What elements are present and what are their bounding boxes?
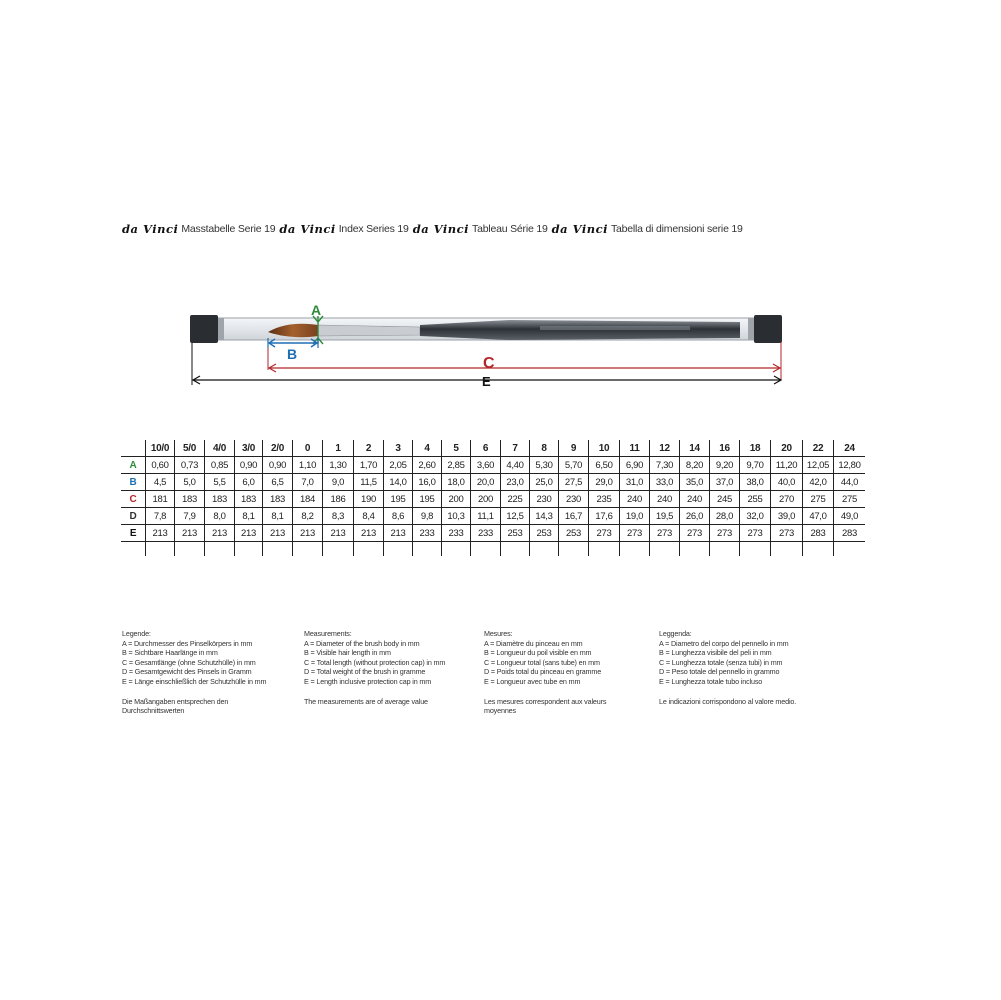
table-cell: 9,0 <box>323 474 354 491</box>
table-cell: 273 <box>710 525 740 542</box>
table-cell: 1,70 <box>354 457 384 474</box>
table-cell: 1,30 <box>323 457 354 474</box>
table-empty-row <box>121 542 865 557</box>
dimension-a-label: A <box>311 302 322 318</box>
table-cell: 42,0 <box>803 474 834 491</box>
legend-line: E = Länge einschließlich der Schutzhülle in mm <box>122 676 267 686</box>
table-cell: 40,0 <box>771 474 803 491</box>
table-cell: 273 <box>589 525 620 542</box>
table-cell: 9,8 <box>413 508 442 525</box>
table-row <box>121 508 865 525</box>
table-cell: 12,05 <box>803 457 834 474</box>
table-cell: 8,20 <box>680 457 710 474</box>
legend-line: C = Longueur total (sans tube) en mm <box>484 657 600 667</box>
legend-line: B = Sichtbare Haarlänge in mm <box>122 648 218 658</box>
empty-cell <box>680 542 710 557</box>
size-header-cell: 1 <box>323 440 354 457</box>
table-cell: 17,6 <box>589 508 620 525</box>
brand-logo: da Vinci <box>279 222 336 236</box>
dimension-e-label: E <box>482 374 491 389</box>
empty-cell <box>471 542 501 557</box>
size-header-cell: 4 <box>413 440 442 457</box>
table-cell: 47,0 <box>803 508 834 525</box>
brand-logo: da Vinci <box>412 222 470 236</box>
dimension-e-arrow-left <box>193 376 200 384</box>
brush-hair <box>268 324 318 338</box>
size-header-cell: 10 <box>589 440 620 457</box>
size-header-cell: 18 <box>740 440 771 457</box>
table-cell: 270 <box>771 491 803 508</box>
legend-line: D = Gesamtgewicht des Pinsels in Gramm <box>122 667 252 677</box>
table-cell: 0,60 <box>146 457 175 474</box>
legend-line: C = Gesamtlänge (ohne Schutzhülle) in mm <box>122 657 256 667</box>
legend-line: E = Length inclusive protection cap in mm <box>304 676 432 686</box>
table-cell: 253 <box>501 525 530 542</box>
tube-ring-left <box>218 318 224 340</box>
empty-cell <box>620 542 650 557</box>
table-cell: 273 <box>620 525 650 542</box>
table-cell: 35,0 <box>680 474 710 491</box>
table-cell: 2,85 <box>442 457 471 474</box>
table-cell: 49,0 <box>834 508 866 525</box>
empty-cell <box>323 542 354 557</box>
table-cell: 213 <box>235 525 263 542</box>
table-cell: 245 <box>710 491 740 508</box>
table-cell: 225 <box>501 491 530 508</box>
table-cell: 275 <box>834 491 866 508</box>
table-cell: 233 <box>471 525 501 542</box>
legend-line: E = Longueur avec tube en mm <box>484 676 581 686</box>
table-cell: 255 <box>740 491 771 508</box>
table-cell: 39,0 <box>771 508 803 525</box>
empty-cell <box>803 542 834 557</box>
table-cell: 253 <box>559 525 589 542</box>
legend-heading: Measurements: <box>304 629 352 638</box>
table-cell: 31,0 <box>620 474 650 491</box>
empty-cell <box>834 542 866 557</box>
legend-line: B = Visible hair length in mm <box>304 648 391 658</box>
table-cell: 27,5 <box>559 474 589 491</box>
dimension-a-arrow-top <box>313 316 323 322</box>
legend-line: B = Lunghezza visibile del peli in mm <box>659 648 772 658</box>
table-cell: 181 <box>146 491 175 508</box>
table-cell: 7,0 <box>293 474 323 491</box>
table-cell: 273 <box>680 525 710 542</box>
size-header-cell: 2 <box>354 440 384 457</box>
empty-cell <box>146 542 175 557</box>
table-cell: 213 <box>384 525 413 542</box>
empty-cell <box>650 542 680 557</box>
size-header-cell: 24 <box>834 440 866 457</box>
table-cell: 8,2 <box>293 508 323 525</box>
size-header-cell: 11 <box>620 440 650 457</box>
legend-line: C = Total length (without protection cap) in mm <box>304 657 446 667</box>
table-cell: 33,0 <box>650 474 680 491</box>
table-cell: 0,90 <box>235 457 263 474</box>
row-label: E <box>121 525 146 542</box>
table-cell: 8,0 <box>205 508 235 525</box>
row-label: C <box>121 491 146 508</box>
tube-ring-right <box>748 318 754 340</box>
table-cell: 12,80 <box>834 457 866 474</box>
table-cell: 19,0 <box>620 508 650 525</box>
table-cell: 11,20 <box>771 457 803 474</box>
dimension-a-arrow-bottom <box>313 338 323 344</box>
dimension-e-arrow-right <box>774 376 781 384</box>
legend-line: E = Lunghezza totale tubo incluso <box>659 676 763 686</box>
table-cell: 8,6 <box>384 508 413 525</box>
legend-line: B = Longueur du poil visible en mm <box>484 648 592 658</box>
table-cell: 29,0 <box>589 474 620 491</box>
table-cell: 213 <box>263 525 293 542</box>
table-cell: 12,5 <box>501 508 530 525</box>
size-header-cell: 20 <box>771 440 803 457</box>
title-italian: Tabella di dimensioni serie 19 <box>610 223 743 235</box>
legend-french <box>484 629 606 716</box>
table-cell: 0,73 <box>175 457 205 474</box>
table-cell: 253 <box>530 525 559 542</box>
table-cell: 200 <box>442 491 471 508</box>
table-cell: 26,0 <box>680 508 710 525</box>
table-cell: 213 <box>146 525 175 542</box>
table-cell: 283 <box>803 525 834 542</box>
table-cell: 195 <box>413 491 442 508</box>
empty-cell <box>293 542 323 557</box>
empty-cell <box>740 542 771 557</box>
table-cell: 7,9 <box>175 508 205 525</box>
title-english: Index Series 19 <box>338 223 409 235</box>
table-cell: 240 <box>680 491 710 508</box>
empty-cell <box>501 542 530 557</box>
table-cell: 230 <box>530 491 559 508</box>
brush-ferrule <box>318 325 420 336</box>
table-cell: 14,3 <box>530 508 559 525</box>
table-cell: 44,0 <box>834 474 866 491</box>
table-cell: 8,4 <box>354 508 384 525</box>
table-cell: 25,0 <box>530 474 559 491</box>
table-cell: 4,5 <box>146 474 175 491</box>
size-header-cell: 5 <box>442 440 471 457</box>
table-cell: 240 <box>620 491 650 508</box>
table-cell: 200 <box>471 491 501 508</box>
tube-cap-right <box>754 315 782 343</box>
size-header-cell: 4/0 <box>205 440 235 457</box>
legend-note: The measurements are of average value <box>304 696 428 706</box>
table-cell: 273 <box>650 525 680 542</box>
empty-cell <box>175 542 205 557</box>
table-cell: 183 <box>175 491 205 508</box>
table-cell: 16,7 <box>559 508 589 525</box>
table-cell: 11,5 <box>354 474 384 491</box>
table-cell: 183 <box>263 491 293 508</box>
legend-heading: Mesures: <box>484 629 513 638</box>
size-header-cell: 14 <box>680 440 710 457</box>
table-cell: 230 <box>559 491 589 508</box>
table-cell: 6,5 <box>263 474 293 491</box>
table-row <box>121 491 865 508</box>
table-cell: 5,30 <box>530 457 559 474</box>
tube-cap-left <box>190 315 218 343</box>
table-cell: 233 <box>413 525 442 542</box>
table-cell: 273 <box>771 525 803 542</box>
empty-cell <box>354 542 384 557</box>
empty-cell <box>263 542 293 557</box>
table-cell: 273 <box>740 525 771 542</box>
table-cell: 8,1 <box>235 508 263 525</box>
handle-print <box>540 326 690 330</box>
table-cell: 184 <box>293 491 323 508</box>
table-cell: 240 <box>650 491 680 508</box>
size-header-cell: 3/0 <box>235 440 263 457</box>
empty-cell <box>559 542 589 557</box>
row-label: A <box>121 457 146 474</box>
table-cell: 18,0 <box>442 474 471 491</box>
legend-line: C = Lunghezza totale (senza tubi) in mm <box>659 657 783 667</box>
table-cell: 38,0 <box>740 474 771 491</box>
table-cell: 195 <box>384 491 413 508</box>
size-table <box>121 440 865 556</box>
table-cell: 6,0 <box>235 474 263 491</box>
table-cell: 275 <box>803 491 834 508</box>
table-row <box>121 457 865 474</box>
table-cell: 32,0 <box>740 508 771 525</box>
table-cell: 213 <box>354 525 384 542</box>
row-label: B <box>121 474 146 491</box>
legend-line: D = Poids total du pinceau en gramme <box>484 667 602 677</box>
size-header-cell: 6 <box>471 440 501 457</box>
size-header-cell: 10/0 <box>146 440 175 457</box>
table-header-row <box>121 440 865 457</box>
table-cell: 6,90 <box>620 457 650 474</box>
table-cell: 19,5 <box>650 508 680 525</box>
brand-logo: da Vinci <box>551 222 608 236</box>
title-french: Tableau Série 19 <box>472 223 548 235</box>
table-cell: 16,0 <box>413 474 442 491</box>
empty-cell <box>589 542 620 557</box>
table-cell: 2,60 <box>413 457 442 474</box>
table-cell: 11,1 <box>471 508 501 525</box>
table-cell: 213 <box>323 525 354 542</box>
legend-english <box>304 629 445 706</box>
table-cell: 37,0 <box>710 474 740 491</box>
table-cell: 183 <box>235 491 263 508</box>
legend-line: D = Total weight of the brush in gramme <box>304 667 426 677</box>
empty-cell <box>771 542 803 557</box>
brand-logo: da Vinci <box>122 222 179 236</box>
dimension-b-arrow-right <box>311 339 317 347</box>
size-header-cell: 8 <box>530 440 559 457</box>
table-cell: 7,30 <box>650 457 680 474</box>
table-cell: 235 <box>589 491 620 508</box>
legend-heading: Legende: <box>122 629 151 638</box>
legend-line: A = Diameter of the brush body in mm <box>304 638 420 648</box>
empty-cell <box>121 542 146 557</box>
size-header-cell: 16 <box>710 440 740 457</box>
table-body <box>121 457 865 557</box>
dimension-c-arrow-left <box>269 364 276 372</box>
legend-line: A = Durchmesser des Pinselkörpers in mm <box>122 638 253 648</box>
table-cell: 8,1 <box>263 508 293 525</box>
table-cell: 28,0 <box>710 508 740 525</box>
row-label: D <box>121 508 146 525</box>
table-cell: 0,85 <box>205 457 235 474</box>
legend-note: Le indicazioni corrispondono al valore medio. <box>659 696 797 706</box>
dimension-c-arrow-right <box>773 364 780 372</box>
size-header-cell: 9 <box>559 440 589 457</box>
empty-cell <box>235 542 263 557</box>
table-cell: 8,3 <box>323 508 354 525</box>
title-german: Masstabelle Serie 19 <box>181 223 276 235</box>
empty-cell <box>205 542 235 557</box>
table-cell: 2,05 <box>384 457 413 474</box>
size-header-cell: 5/0 <box>175 440 205 457</box>
size-header-cell: 3 <box>384 440 413 457</box>
table-cell: 6,50 <box>589 457 620 474</box>
size-header-cell: 0 <box>293 440 323 457</box>
table-cell: 1,10 <box>293 457 323 474</box>
legend-line: D = Peso totale del pennello in grammo <box>659 667 780 677</box>
table-cell: 20,0 <box>471 474 501 491</box>
size-header-cell: 12 <box>650 440 680 457</box>
table-cell: 10,3 <box>442 508 471 525</box>
title-line <box>122 221 882 237</box>
dimension-b-arrow-left <box>269 339 275 347</box>
table-cell: 4,40 <box>501 457 530 474</box>
table-cell: 23,0 <box>501 474 530 491</box>
table-cell: 5,0 <box>175 474 205 491</box>
table-row <box>121 474 865 491</box>
table-cell: 283 <box>834 525 866 542</box>
table-cell: 9,70 <box>740 457 771 474</box>
table-cell: 213 <box>175 525 205 542</box>
table-cell: 9,20 <box>710 457 740 474</box>
table-cell: 14,0 <box>384 474 413 491</box>
empty-cell <box>530 542 559 557</box>
legend-line: A = Diametro del corpo del pennello in mm <box>659 638 789 648</box>
dimension-c-label: C <box>483 355 495 372</box>
empty-cell <box>442 542 471 557</box>
protection-tube <box>196 318 780 340</box>
size-header-cell: 7 <box>501 440 530 457</box>
table-cell: 5,5 <box>205 474 235 491</box>
table-cell: 3,60 <box>471 457 501 474</box>
table-corner-cell <box>121 440 146 457</box>
empty-cell <box>413 542 442 557</box>
empty-cell <box>384 542 413 557</box>
legend-note: Les mesures correspondent aux valeurs <box>484 696 607 706</box>
legend-line: A = Diamètre du pinceau en mm <box>484 638 583 648</box>
legend-note: Die Maßangaben entsprechen den <box>122 696 229 706</box>
table-cell: 5,70 <box>559 457 589 474</box>
table-cell: 7,8 <box>146 508 175 525</box>
legend-note: moyennes <box>484 706 516 716</box>
size-header-cell: 22 <box>803 440 834 457</box>
table-cell: 186 <box>323 491 354 508</box>
legend-italian <box>659 629 796 706</box>
table-row <box>121 525 865 542</box>
legend-german <box>122 629 266 716</box>
table-cell: 213 <box>205 525 235 542</box>
table-cell: 213 <box>293 525 323 542</box>
table-cell: 0,90 <box>263 457 293 474</box>
brush-handle <box>420 320 740 340</box>
table-cell: 233 <box>442 525 471 542</box>
dimension-b-label: B <box>287 346 298 362</box>
size-header-cell: 2/0 <box>263 440 293 457</box>
table-cell: 190 <box>354 491 384 508</box>
table-cell: 183 <box>205 491 235 508</box>
legend-heading: Leggenda: <box>659 629 692 638</box>
legend-note: Durchschnittswerten <box>122 706 185 716</box>
empty-cell <box>710 542 740 557</box>
